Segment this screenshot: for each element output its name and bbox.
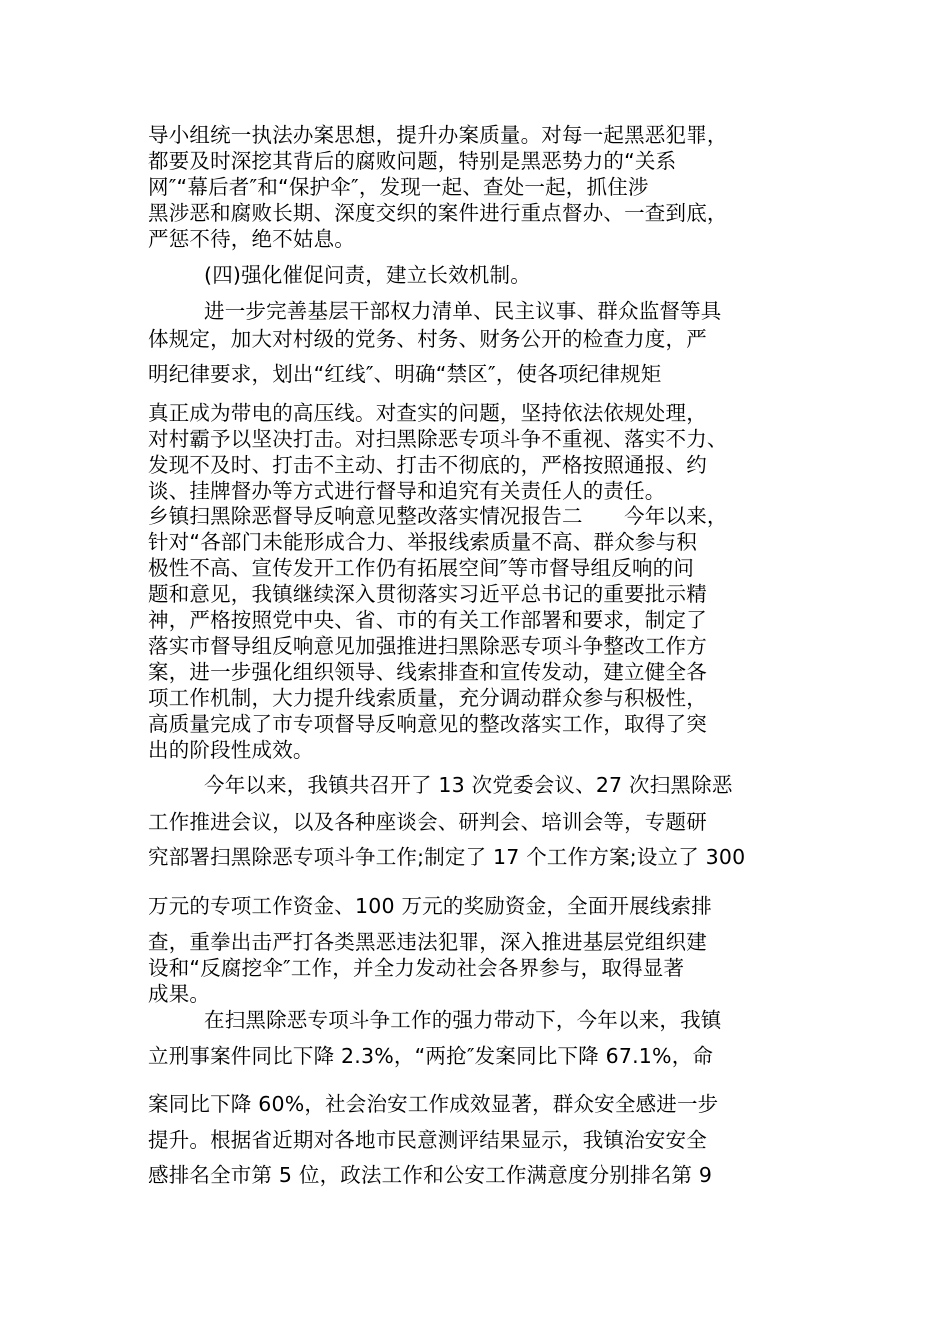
text-line: 究部署扫黑除恶专项斗争工作;制定了 17 个工作方案;设立了 300 (148, 845, 746, 869)
text-line: 明纪律要求，划出“红线″、明确“禁区″，使各项纪律规矩 (148, 362, 662, 386)
text-line: 万元的专项工作资金、100 万元的奖励资金，全面开展线索排 (148, 894, 712, 918)
text-line: 查，重拳出击严打各类黑恶违法犯罪，深入推进基层党组织建 (148, 930, 707, 954)
text-line: 感排名全市第 5 位，政法工作和公安工作满意度分别排名第 9 (148, 1163, 713, 1187)
section-heading: (四)强化催促问责，建立长效机制。 (204, 263, 531, 287)
text-line: 发现不及时、打击不主动、打击不彻底的，严格按照通报、约 (148, 453, 707, 477)
text-line: 案同比下降 60%，社会治安工作成效显著，群众安全感进一步 (148, 1092, 719, 1116)
text-line: 项工作机制，大力提升线索质量，充分调动群众参与积极性， (148, 686, 707, 710)
text-line: 提升。根据省近期对各地市民意测评结果显示，我镇治安安全 (148, 1128, 707, 1152)
text-line: 黑涉恶和腐败长期、深度交织的案件进行重点督办、一查到底， (148, 201, 728, 225)
text-line: 进一步完善基层干部权力清单、民主议事、群众监督等具 (204, 299, 722, 323)
text-line: 导小组统一执法办案思想，提升办案质量。对每一起黑恶犯罪， (148, 123, 728, 147)
text-line: 真正成为带电的高压线。对查实的问题，坚持依法依规处理， (148, 401, 707, 425)
text-line: 今年以来，我镇共召开了 13 次党委会议、27 次扫黑除恶 (204, 773, 733, 797)
text-line: 神，严格按照党中央、省、市的有关工作部署和要求，制定了 (148, 608, 707, 632)
text-line: 落实市督导组反响意见加强推进扫黑除恶专项斗争整改工作方 (148, 634, 707, 658)
text-line: 高质量完成了市专项督导反响意见的整改落实工作，取得了突 (148, 712, 707, 736)
text-line: 工作推进会议，以及各种座谈会、研判会、培训会等，专题研 (148, 810, 707, 834)
text-line: 案，进一步强化组织领导、线索排查和宣传发动，建立健全各 (148, 660, 707, 684)
text-line: 严惩不待，绝不姑息。 (148, 227, 355, 251)
text-line: 题和意见，我镇继续深入贯彻落实习近平总书记的重要批示精 (148, 582, 707, 606)
text-line: 网″“幕后者″和“保护伞″，发现一起、查处一起，抓住涉 (148, 175, 649, 199)
text-line: 成果。 (148, 982, 211, 1006)
text-line: 体规定，加大对村级的党务、村务、财务公开的检查力度，严 (148, 327, 707, 351)
text-line: 出的阶段性成效。 (148, 738, 314, 762)
text-line: 立刑事案件同比下降 2.3%，“两抢″发案同比下降 67.1%，命 (148, 1044, 714, 1068)
text-line: 都要及时深挖其背后的腐败问题，特别是黑恶势力的“关系 (148, 149, 677, 173)
text-line: 极性不高、宣传发开工作仍有拓展空间″等市督导组反响的问 (148, 556, 695, 580)
text-line: 谈、挂牌督办等方式进行督导和追究有关责任人的责任。 (148, 479, 666, 503)
text-line: 针对“各部门未能形成合力、举报线索质量不高、群众参与积 (148, 530, 698, 554)
text-line: 在扫黑除恶专项斗争工作的强力带动下，今年以来，我镇 (204, 1008, 722, 1032)
text-line: 设和“反腐挖伞″工作，并全力发动社会各界参与，取得显著 (148, 956, 685, 980)
report-title-line: 乡镇扫黑除恶督导反响意见整改落实情况报告二 今年以来， (148, 504, 728, 528)
text-line: 对村霸予以坚决打击。对扫黑除恶专项斗争不重视、落实不力、 (148, 427, 728, 451)
